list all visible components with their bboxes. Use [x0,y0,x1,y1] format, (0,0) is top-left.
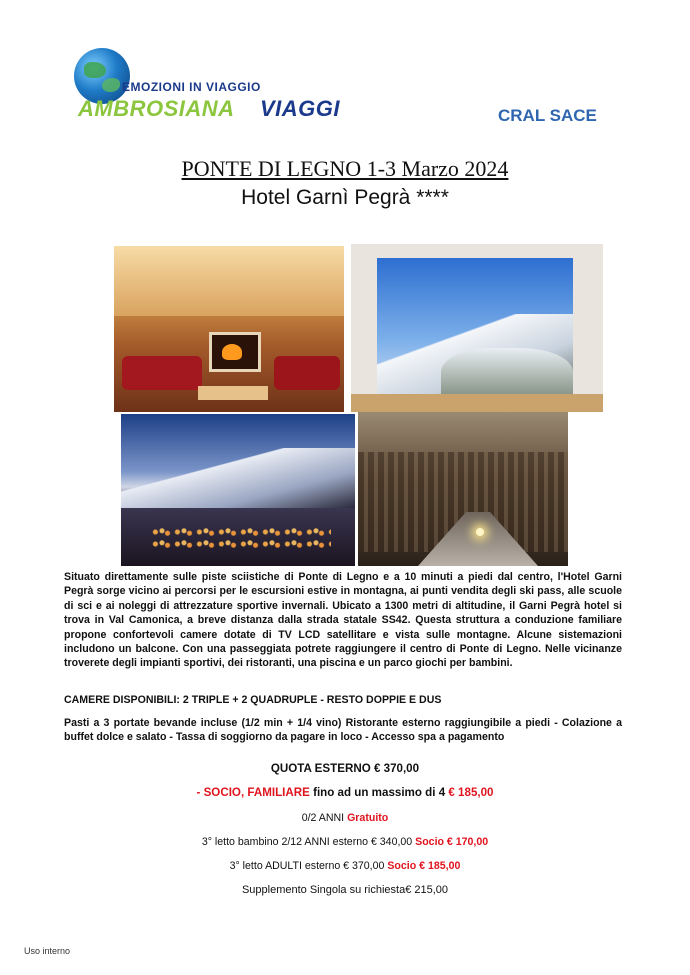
organization-name: CRAL SACE [498,106,597,125]
hotel-name: Hotel Garnì Pegrà **** [241,186,449,209]
third-bed-adult-member-price: Socio € 185,00 [387,860,461,872]
wine-cellar-photo [358,412,568,566]
member-prefix: - [196,786,204,799]
hotel-description: Situato direttamente sulle piste sciistiche di Ponte di Legno e a 10 minuti a piedi dal centro, l'Hotel Garni Pegrà sorge vicino ai percorsi per le escursioni estive in montagna, ai punti vendita degli ski pass, alle scuole di sci e ai noleggi di attrezzature sportive invernali. Ubicato a 1300 metri di altitudine, il Garni Pegrà hotel si trova in Val Camonica, a breve distanza dalla strada statale SS42. Questa struttura a conduzione familiare propone confortevoli camere dotate di TV LCD satellitare e vista sulle montagne. Alcune sistemazioni includono un balcone. Con una passeggiata potrete raggiungere il centro di Ponte di Legno. Nelle vicinanze troverete degli impianti sportivi, dei ristoranti, una piscina e un parco giochi per bambini. [64,571,622,670]
infant-text: 0/2 ANNI [301,812,348,824]
price-member-line [0,786,690,799]
logo-brand-part2: VIAGGI [260,96,341,121]
town-night-view-photo [121,414,355,566]
logo-brand-part1: AMBROSIANA [78,96,235,121]
member-price: € 185,00 [448,786,494,799]
third-bed-child-text: 3° letto bambino 2/12 ANNI esterno € 340,00 [201,836,416,848]
included-services: Pasti a 3 portate bevande incluse (1/2 min + 1/4 vino) Ristorante esterno raggiungibile a piedi - Colazione a buffet dolce e salato - Tassa di soggiorno da pagare in loco - Accesso spa a pagamento [64,717,622,744]
rooms-available: CAMERE DISPONIBILI: 2 TRIPLE + 2 QUADRUPLE - RESTO DOPPIE E DUS [64,694,442,706]
price-third-bed-adult-line [0,860,690,872]
member-label: SOCIO, FAMILIARE [203,786,310,799]
footer-note: Uso interno [24,946,71,956]
logo-tagline: EMOZIONI IN VIAGGIO [122,80,261,94]
page-title: PONTE DI LEGNO 1-3 Marzo 2024 [181,156,509,181]
price-third-bed-child-line [0,836,690,848]
price-external: QUOTA ESTERNO € 370,00 [270,762,420,775]
member-text: fino ad un massimo di 4 [309,786,449,799]
third-bed-child-member-price: Socio € 170,00 [415,836,489,848]
price-infant-line [0,812,690,824]
third-bed-adult-text: 3° letto ADULTI esterno € 370,00 [229,860,388,872]
hotel-lounge-photo [114,246,344,412]
mountain-window-view-photo [351,244,603,412]
single-supplement: Supplemento Singola su richiesta€ 215,00 [241,884,449,896]
infant-price: Gratuito [347,812,389,824]
